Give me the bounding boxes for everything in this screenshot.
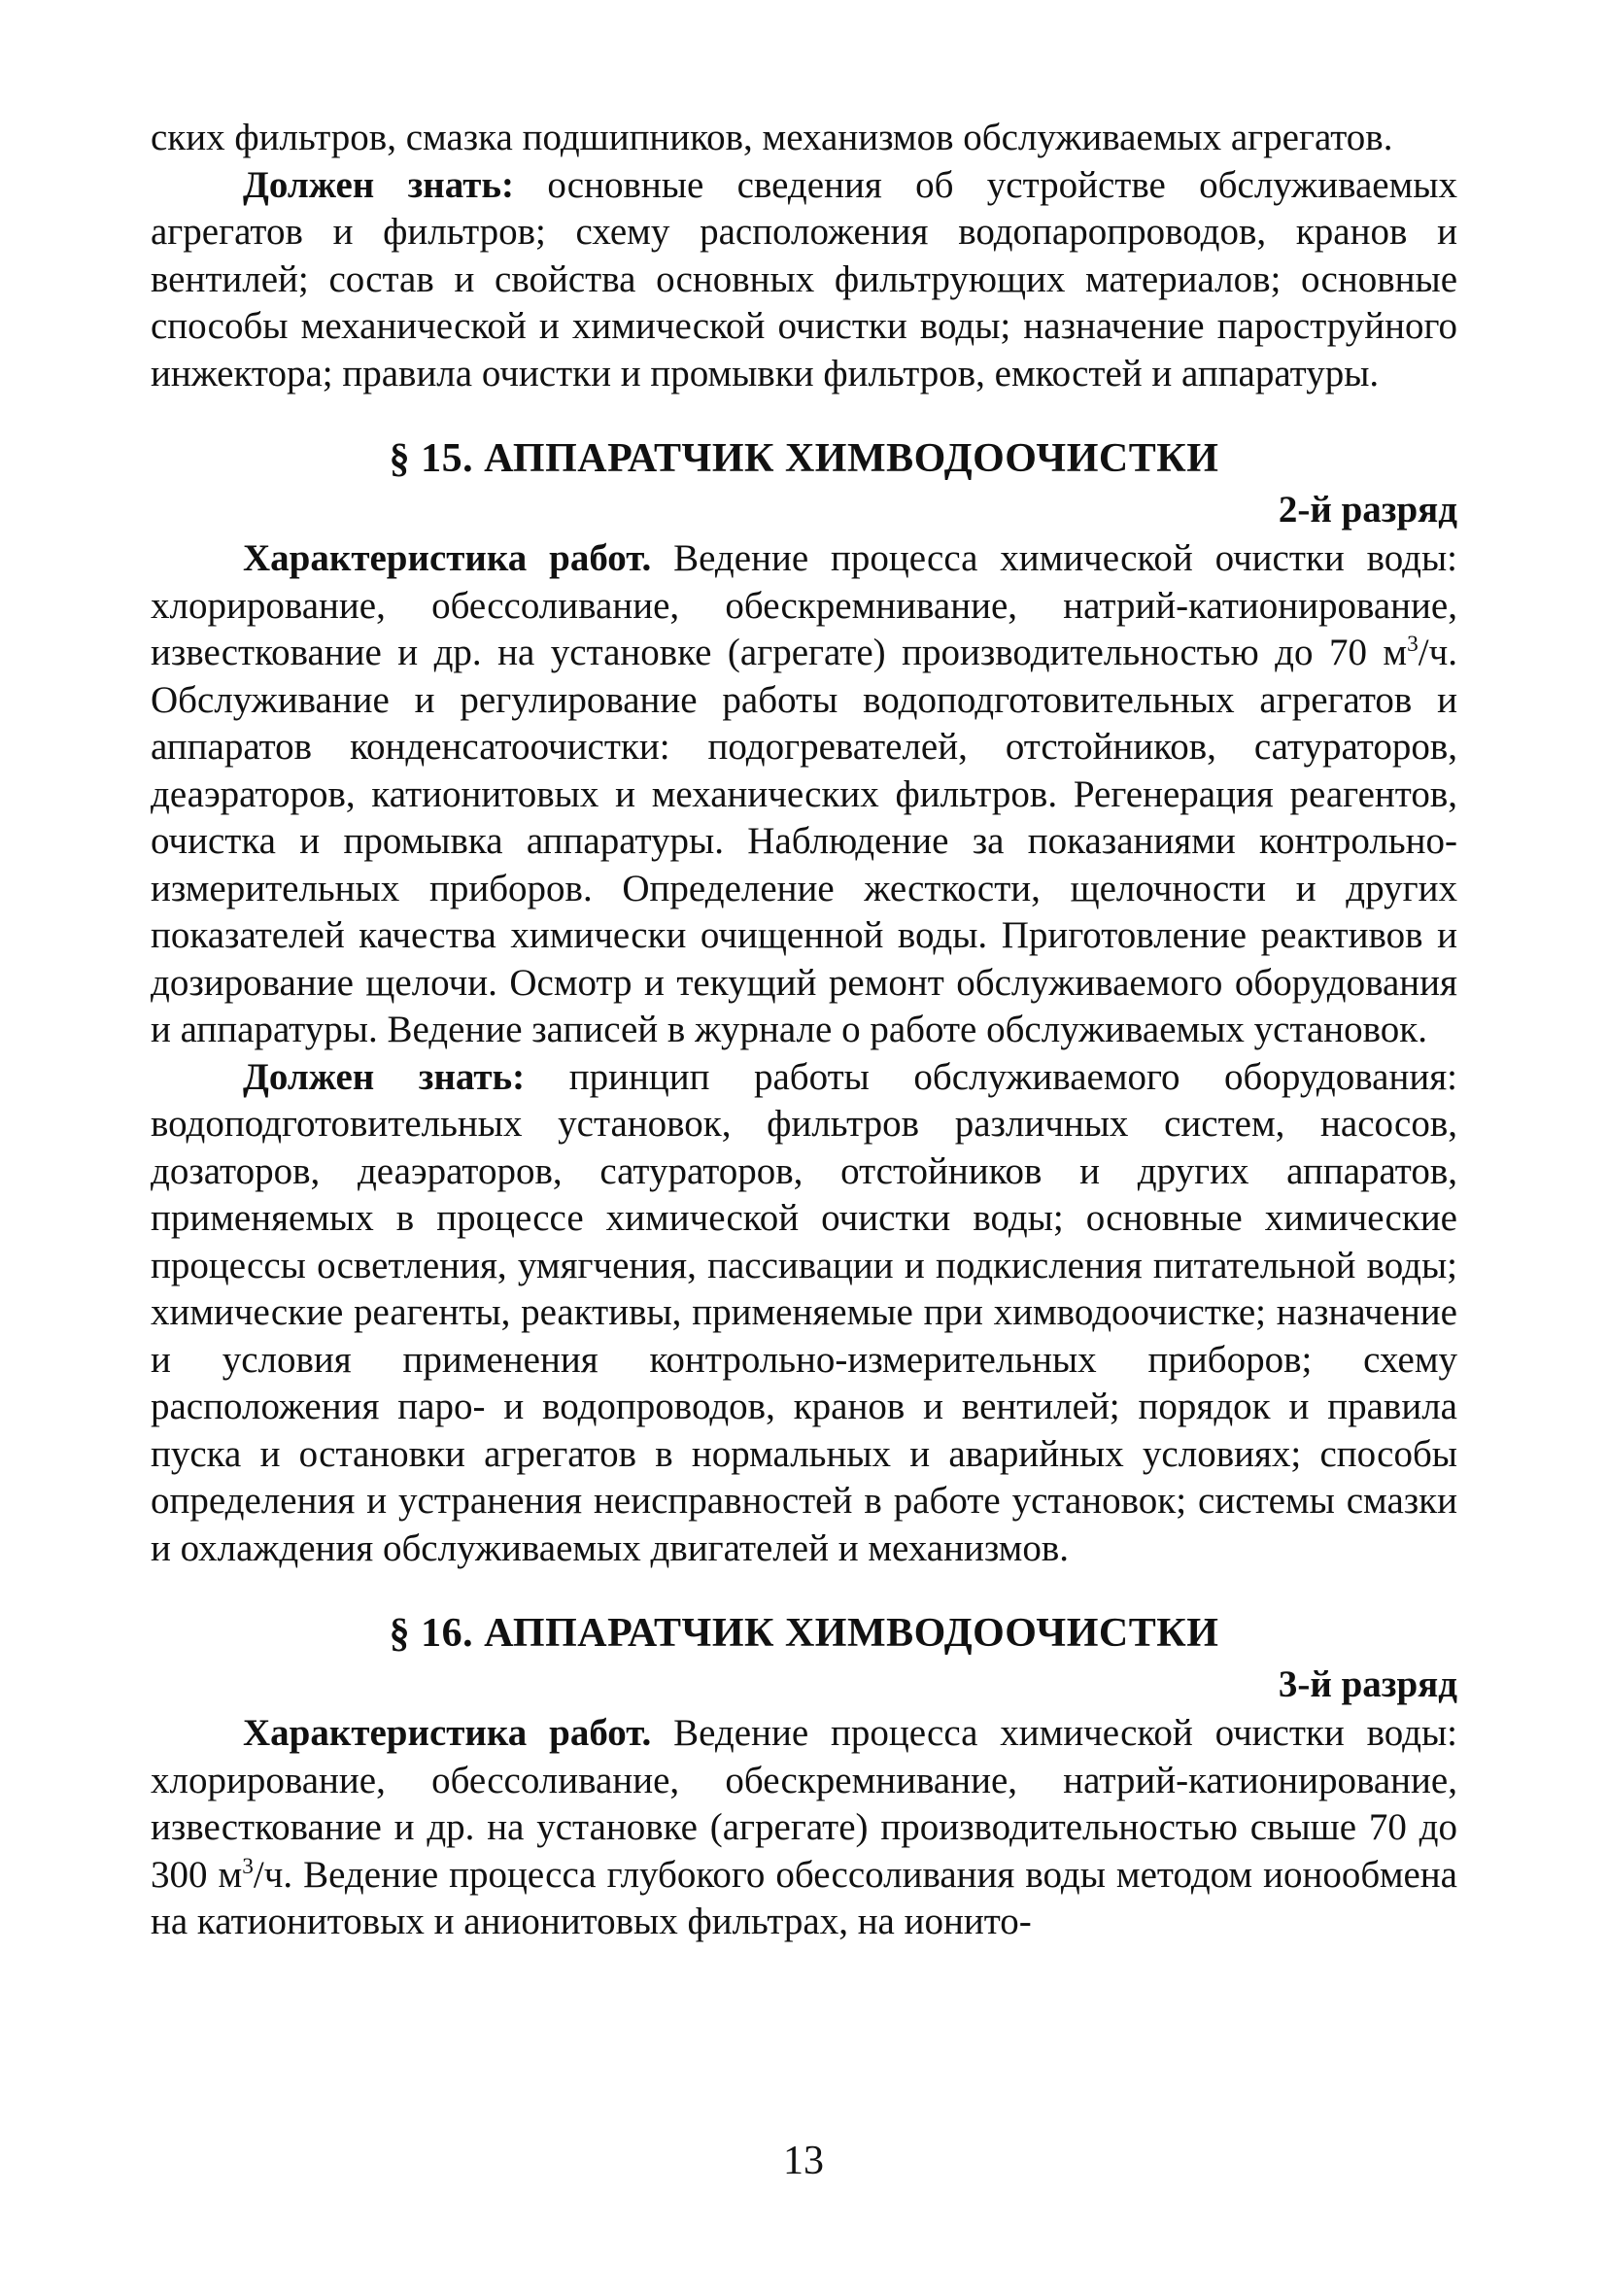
section-16-grade: 3-й разряд [1278,1663,1457,1705]
section-16-work-label: Характеристика работ. [243,1712,652,1754]
section-15-work-text-2: /ч. Обслуживание и регулирование работы водоподготовительных агрегатов и аппаратов конденсатоочистки: подогревателей, отстойников, сатураторов, деаэраторов, катионитовых и механических фильтров. Регенерация реагентов, очистка и промывка аппаратуры. Наблюдение за показаниями контрольно-измерительных приборов. Определение жесткости, щелочности и других показателей качества химически очищенной воды. Приготовление реактивов и дозирование щелочи. Осмотр и текущий ремонт обслуживаемого оборудования и аппаратуры. Ведение записей в журнале о работе обслуживаемых установок. [151,632,1457,1050]
section-15-knowledge-paragraph [151,1054,1457,1573]
section-16-work-text-1: Ведение процесса химической очистки воды: хлорирование, обессоливание, обескремнивание, натрий-катионирование, известкование и др. на установке (агрегате) производительностью свыше 70 до 300 м [151,1712,1457,1896]
section-15-knowledge-label: Должен знать: [243,1055,526,1098]
section-16-work-text-2: /ч. Ведение процесса глубокого обессоливания воды методом ионообмена на катионитовых и анионитовых фильтрах, на ионито- [151,1853,1457,1942]
section-15-title: § 15. АППАРАТЧИК ХИМВОДООЧИСТКИ [389,436,1219,481]
section-15-work-paragraph [151,535,1457,1054]
document-page [151,115,1457,1946]
section-15-grade: 2-й разряд [1278,489,1457,531]
intro-continuation-text: ских фильтров, смазка подшипников, механизмов обслуживаемых агрегатов. [151,117,1393,158]
page-number: 13 [783,2139,824,2183]
section-15-knowledge-text: принцип работы обслуживаемого оборудования: водоподготовительных установок, фильтров различных систем, насосов, дозаторов, деаэраторов, сатураторов, отстойников и других аппаратов, применяемых в процессе химической очистки воды; основные химические процессы осветления, умягчения, пассивации и подкисления питательной воды; химические реагенты, реактивы, применяемые при химводоочистке; назначение и условия применения контрольно-измерительных приборов; схему расположения паро- и водопроводов, кранов и вентилей; порядок и правила пуска и остановки агрегатов в нормальных и аварийных условиях; способы определения и устранения неисправностей в работе установок; системы смазки и охлаждения обслуживаемых двигателей и механизмов. [151,1055,1457,1569]
section-16-title: § 16. АППАРАТЧИК ХИМВОДООЧИСТКИ [389,1611,1219,1656]
section-16-work-paragraph [151,1710,1457,1946]
section-16-work-superscript: 3 [242,1853,254,1879]
section-15-work-text-1: Ведение процесса химической очистки воды: хлорирование, обессоливание, обескремнивание, натрий-катионирование, известкование и др. на установке (агрегате) производительностью до 70 м [151,537,1457,673]
intro-knowledge-paragraph [151,162,1457,398]
intro-continuation [151,115,1457,162]
intro-knowledge-text: основные сведения об устройстве обслуживаемых агрегатов и фильтров; схему расположения водопаропроводов, кранов и вентилей; состав и свойства основных фильтрующих материалов; основные способы механической и химической очистки воды; назначение пароструйного инжектора; правила очистки и промывки фильтров, емкостей и аппаратуры. [151,163,1457,394]
section-15-work-superscript: 3 [1407,632,1419,657]
section-15-work-label: Характеристика работ. [243,537,652,579]
intro-knowledge-label: Должен знать: [243,163,514,206]
